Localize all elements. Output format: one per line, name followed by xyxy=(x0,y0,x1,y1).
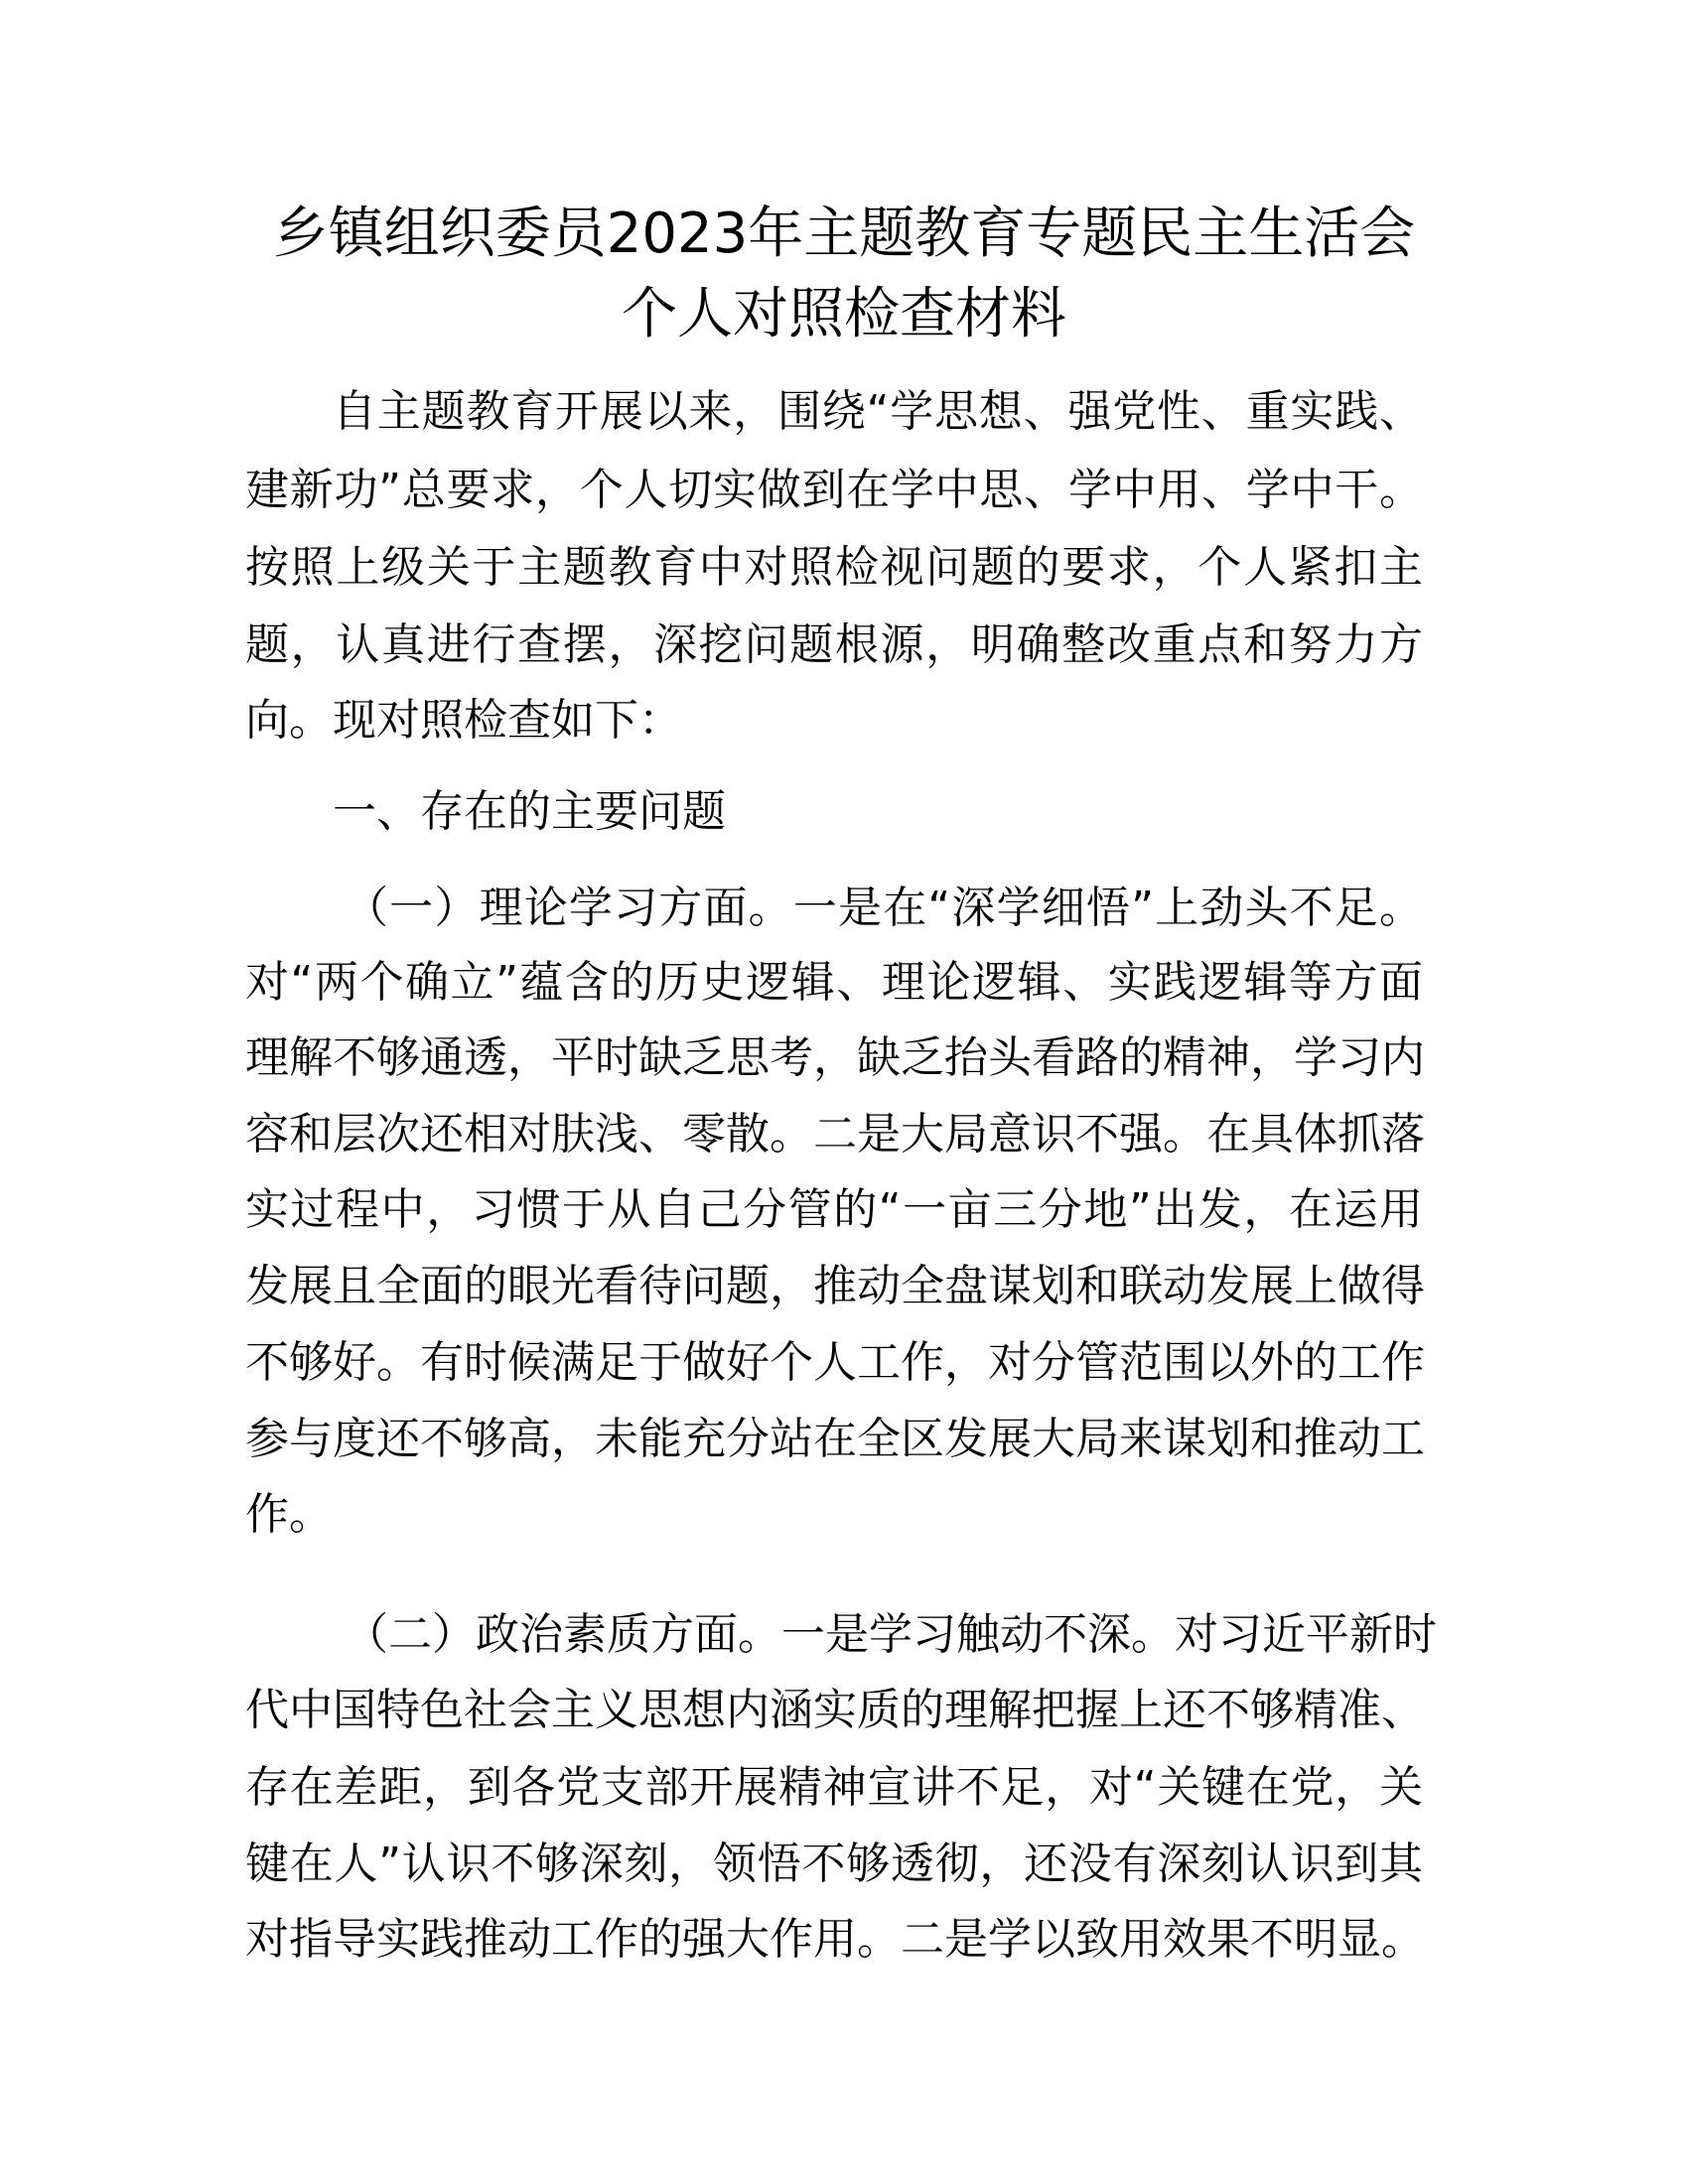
text-line: 对“两个确立”蕴含的历史逻辑、理论逻辑、实践逻辑等方面 xyxy=(245,957,1423,1008)
text-line: 题，认真进行查摆，深挖问题根源，明确整改重点和努力方 xyxy=(245,619,1423,670)
text-line: 向。现对照检查如下： xyxy=(245,695,682,746)
text-line: 作。 xyxy=(245,1489,333,1540)
text-line: 自主题教育开展以来，围绕“学思想、强党性、重实践、 xyxy=(333,386,1423,437)
text-line: 建新功”总要求，个人切实做到在学中思、学中用、学中干。 xyxy=(245,465,1423,515)
text-line: 按照上级关于主题教育中对照检视问题的要求，个人紧扣主 xyxy=(245,542,1423,593)
document-title-line-1: 乡镇组织委员2023年主题教育专题民主生活会 xyxy=(272,202,1416,266)
text-line: 理解不够通透，平时缺乏思考，缺乏抬头看路的精神，学习内 xyxy=(245,1032,1425,1083)
text-line: 对指导实践推动工作的强大作用。二是学以致用效果不明显。 xyxy=(245,1914,1425,1965)
text-line: 存在差距，到各党支部开展精神宣讲不足，对“关键在党，关 xyxy=(245,1762,1423,1813)
text-line: 实过程中，习惯于从自己分管的“一亩三分地”出发，在运用 xyxy=(245,1184,1423,1235)
text-line: 容和层次还相对肤浅、零散。二是大局意识不强。在具体抓落 xyxy=(245,1109,1425,1160)
document-title-line-2: 个人对照检查材料 xyxy=(622,282,1066,346)
text-line: 发展且全面的眼光看待问题，推动全盘谋划和联动发展上做得 xyxy=(245,1261,1425,1311)
text-line: 代中国特色社会主义思想内涵实质的理解把握上还不够精准、 xyxy=(245,1685,1425,1735)
text-line: （一）理论学习方面。一是在“深学细悟”上劲头不足。 xyxy=(345,883,1423,933)
text-line: 键在人”认识不够深刻，领悟不够透彻，还没有深刻认识到其 xyxy=(245,1839,1423,1889)
text-line: 不够好。有时候满足于做好个人工作，对分管范围以外的工作 xyxy=(245,1337,1425,1388)
text-line: （二）政治素质方面。一是学习触动不深。对习近平新时 xyxy=(345,1609,1437,1660)
section-heading: 一、存在的主要问题 xyxy=(333,786,726,837)
text-line: 参与度还不够高，未能充分站在全区发展大局来谋划和推动工 xyxy=(245,1414,1425,1464)
